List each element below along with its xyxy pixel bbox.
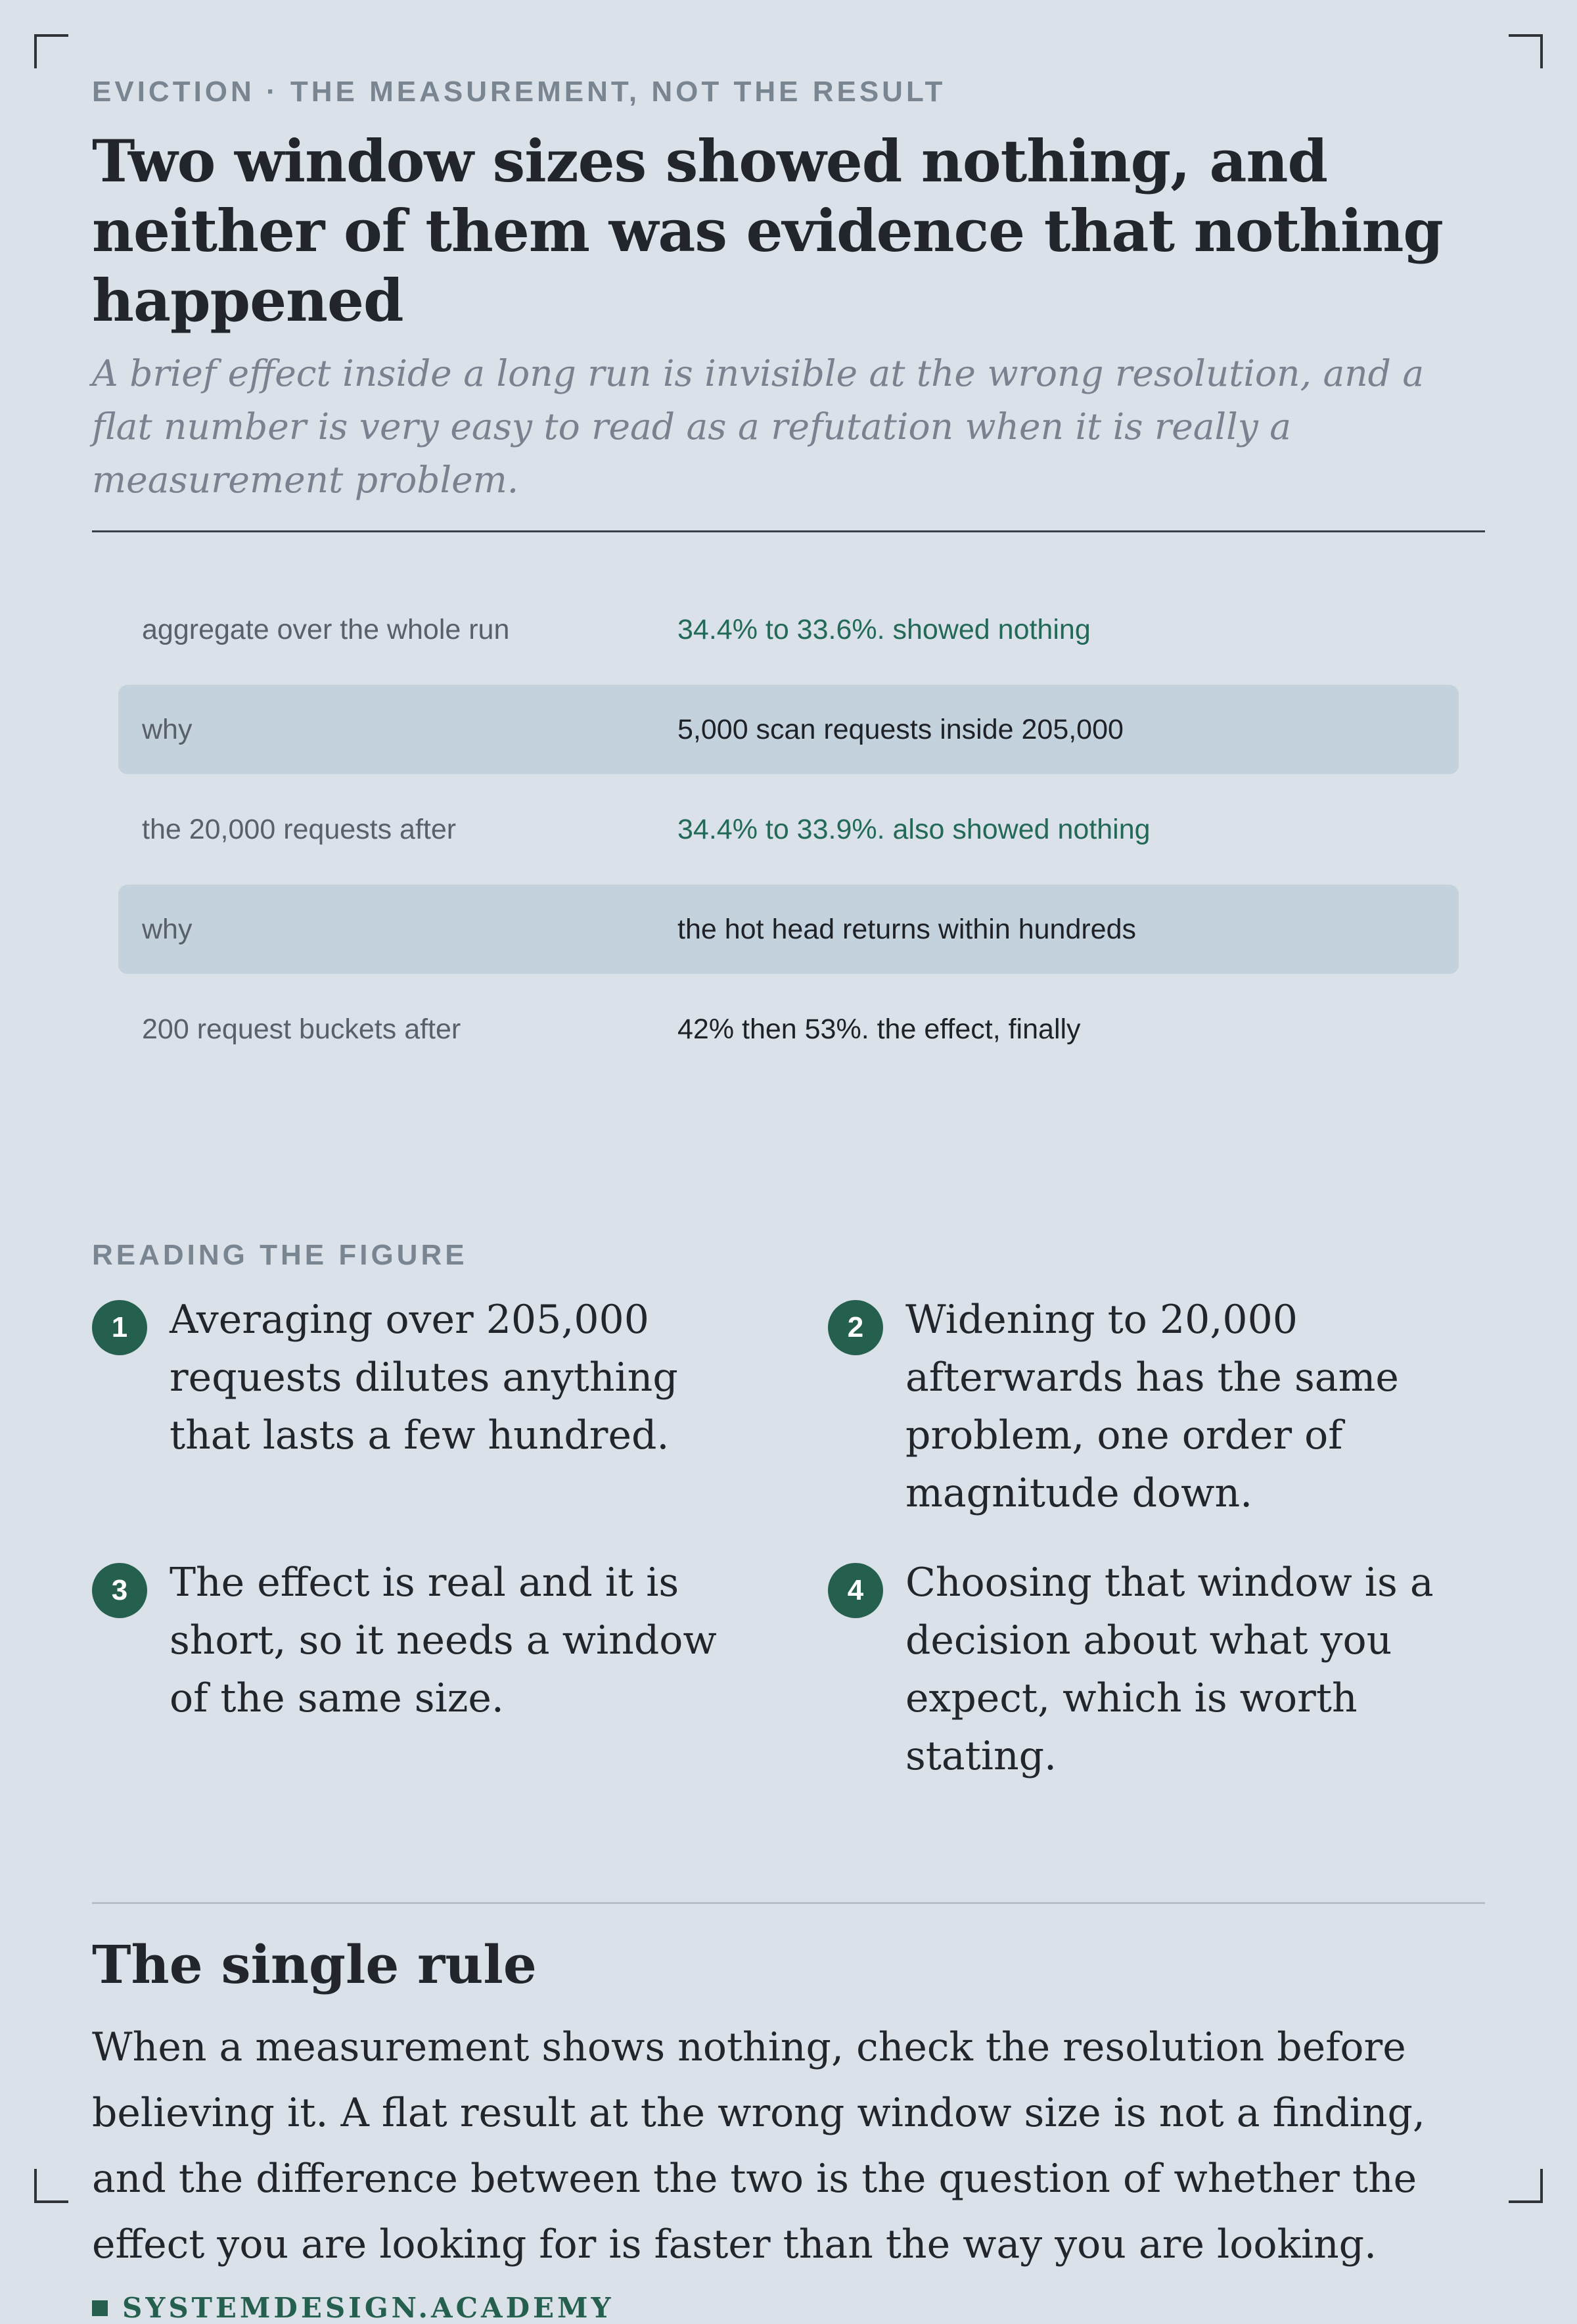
row-value: the hot head returns within hundreds	[677, 913, 1137, 945]
note-text: Choosing that window is a decision about what you expect, which is worth stating.	[905, 1560, 1434, 1779]
square-icon	[92, 2300, 108, 2316]
corner-mark-top-left	[34, 34, 68, 68]
table-row	[118, 985, 1459, 1074]
number-badge: 1	[92, 1300, 147, 1355]
table-row	[118, 885, 1459, 974]
eyebrow: EVICTION · THE MEASUREMENT, NOT THE RESULT	[92, 76, 946, 108]
rule-heading: The single rule	[92, 1934, 537, 1995]
row-value: 5,000 scan requests inside 205,000	[677, 713, 1124, 745]
row-value: 42% then 53%. the effect, finally	[677, 1013, 1081, 1045]
number-badge: 2	[828, 1300, 883, 1355]
divider	[92, 530, 1485, 532]
note-text: Averaging over 205,000 requests dilutes anything that lasts a few hundred.	[170, 1297, 678, 1458]
brand-name: SYSTEMDESIGN.ACADEMY	[122, 2292, 614, 2324]
row-label: why	[142, 713, 193, 745]
rule-body: When a measurement shows nothing, check the resolution before believing it. A flat result at the wrong window size is not a finding, and the difference between the two is the question of whether the effect you are looking for is faster than the way you are looking.	[92, 2024, 1425, 2267]
page	[92, 72, 1485, 2324]
reading-notes	[92, 1291, 1485, 1785]
comparison-table	[118, 585, 1459, 1074]
corner-mark-top-right	[1509, 34, 1543, 68]
row-label: 200 request buckets after	[142, 1013, 461, 1045]
note-item	[92, 1554, 828, 1785]
note-text: Widening to 20,000 afterwards has the same problem, one order of magnitude down.	[905, 1297, 1399, 1516]
divider	[92, 1902, 1485, 1904]
row-label: why	[142, 913, 193, 945]
corner-mark-bottom-right	[1509, 2169, 1543, 2203]
number-badge: 4	[828, 1563, 883, 1618]
row-label: aggregate over the whole run	[142, 613, 510, 645]
table-row	[118, 685, 1459, 774]
brand-footer	[92, 2292, 1485, 2324]
note-item	[828, 1291, 1485, 1522]
subtitle: A brief effect inside a long run is invisible at the wrong resolution, and a flat number is very easy to read as a refutation when it is really a measurement problem.	[92, 352, 1425, 501]
note-text: The effect is real and it is short, so it needs a window of the same size.	[170, 1560, 717, 1721]
page-title: Two window sizes showed nothing, and neither of them was evidence that nothing happened	[92, 127, 1443, 335]
section-label: READING THE FIGURE	[92, 1239, 468, 1271]
number-badge: 3	[92, 1563, 147, 1618]
corner-mark-bottom-left	[34, 2169, 68, 2203]
note-item	[828, 1554, 1485, 1785]
table-row	[118, 785, 1459, 874]
row-value: 34.4% to 33.9%. also showed nothing	[677, 813, 1151, 845]
note-item	[92, 1291, 828, 1522]
row-value: 34.4% to 33.6%. showed nothing	[677, 613, 1091, 645]
row-label: the 20,000 requests after	[142, 813, 457, 845]
table-row	[118, 585, 1459, 674]
